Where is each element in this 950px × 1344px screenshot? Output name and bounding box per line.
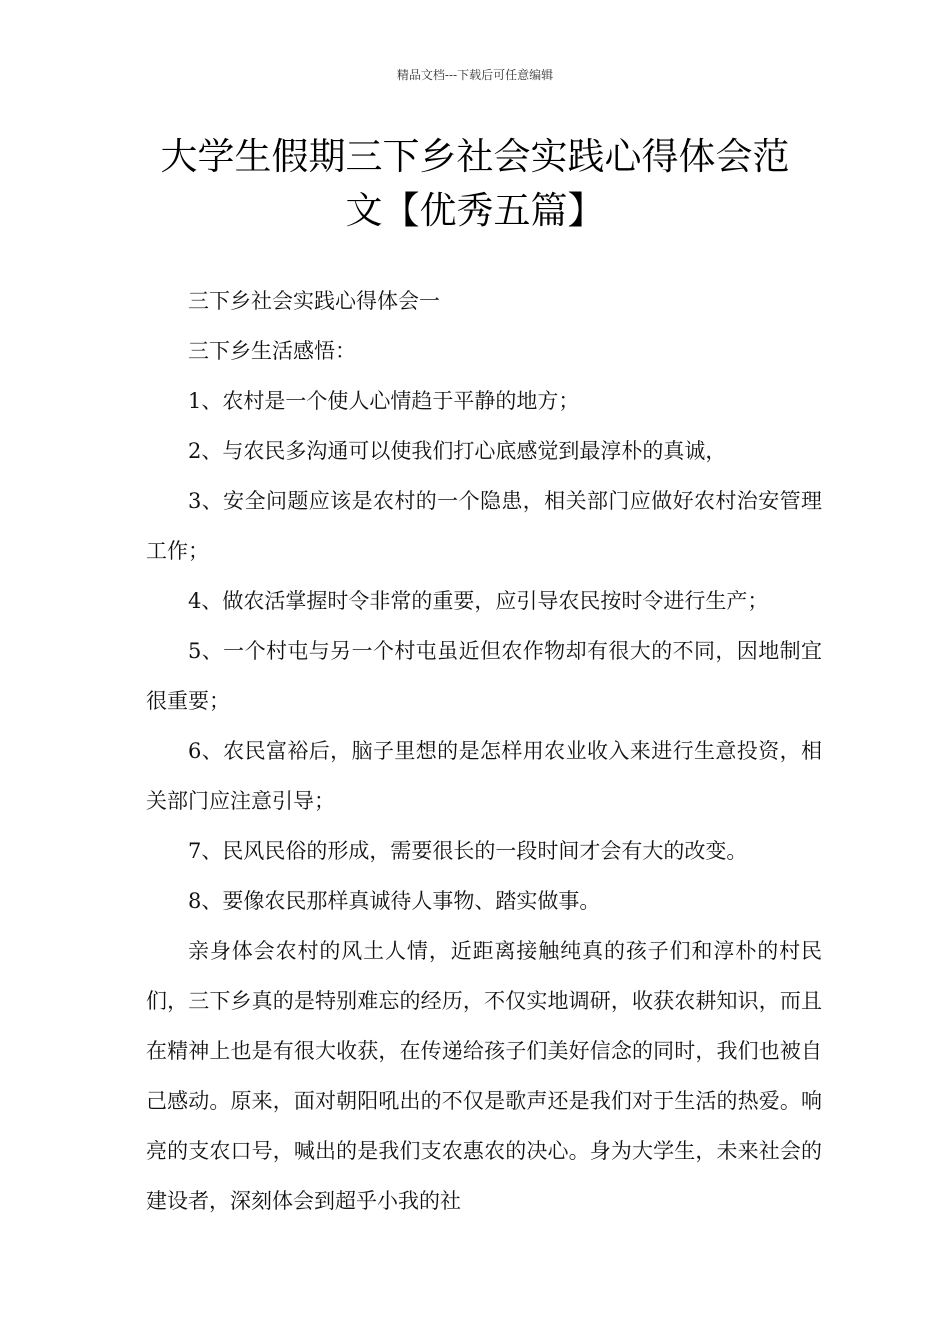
title-line-2: 文【优秀五篇】 — [345, 189, 605, 232]
page-title — [120, 130, 830, 238]
paragraph: 亲身体会农村的风土人情，近距离接触纯真的孩子们和淳朴的村民们，三下乡真的是特别难忘的经历，不仅实地调研，收获农耕知识，而且在精神上也是有很大收获，在传递给孩子们美好信念的同时，我们也被自己感动。原来，面对朝阳吼出的不仅是歌声还是我们对于生活的热爱。响亮的支农口号，喊出的是我们支农惠农的决心。身为大学生，未来社会的建设者，深刻体会到超乎小我的社 — [146, 939, 822, 1213]
list-item: 8、要像农民那样真诚待人事物、踏实做事。 — [188, 889, 601, 913]
list-item: 5、一个村屯与另一个村屯虽近但农作物却有很大的不同，因地制宜很重要； — [146, 639, 822, 713]
list-item: 3、安全问题应该是农村的一个隐患，相关部门应做好农村治安管理工作； — [146, 489, 822, 563]
list-item: 2、与农民多沟通可以使我们打心底感觉到最淳朴的真诚， — [188, 439, 727, 463]
list-item: 7、民风民俗的形成，需要很长的一段时间才会有大的改变。 — [188, 839, 748, 863]
list-item: 1、农村是一个使人心情趋于平静的地方； — [188, 389, 580, 413]
section-heading: 三下乡社会实践心得体会一 — [188, 289, 440, 313]
paragraph: 三下乡生活感悟： — [188, 339, 356, 363]
document-body — [146, 276, 822, 1226]
list-item: 6、农民富裕后，脑子里想的是怎样用农业收入来进行生意投资，相关部门应注意引导； — [146, 739, 822, 813]
title-line-1: 大学生假期三下乡社会实践心得体会范 — [160, 135, 790, 178]
list-item: 4、做农活掌握时令非常的重要，应引导农民按时令进行生产； — [188, 589, 769, 613]
header-note: 精品文档---下载后可任意编辑 — [396, 68, 554, 82]
